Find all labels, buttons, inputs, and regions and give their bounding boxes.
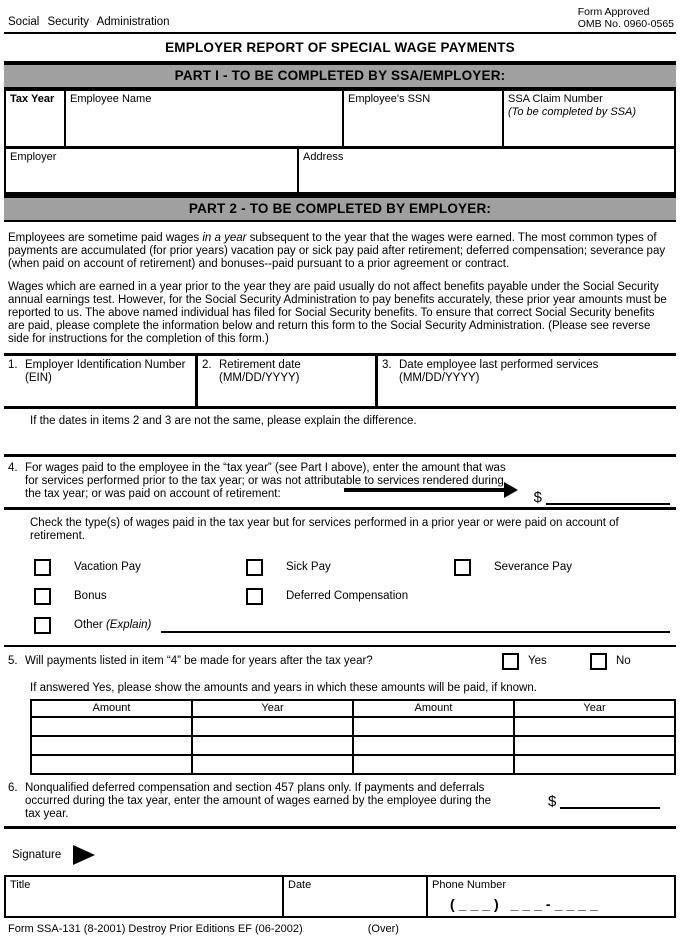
item1-number: 1. [8, 359, 18, 371]
part2-heading: PART 2 - TO BE COMPLETED BY EMPLOYER: [4, 194, 676, 222]
phone-input[interactable]: (___) ___-____ [450, 896, 602, 912]
amount-header-2: Amount [353, 700, 514, 717]
item3-number: 3. [382, 359, 392, 371]
other-explain-text: (Explain) [105, 619, 152, 631]
item3-sublabel: (MM/DD/YYYY) [399, 372, 480, 384]
item4-amount-group [534, 490, 670, 505]
omb-number: OMB No. 0960-0565 [577, 18, 674, 30]
item3-label: Date employee last performed services [399, 359, 599, 371]
form-title: EMPLOYER REPORT OF SPECIAL WAGE PAYMENTS [165, 40, 515, 55]
bottom-fields [4, 875, 676, 918]
employee-ssn-field[interactable] [342, 91, 502, 146]
retirement-date-field[interactable] [195, 356, 375, 406]
phone-field[interactable] [426, 877, 674, 916]
item1-label: Employer Identification Number [25, 359, 186, 371]
if-yes-note: If answered Yes, please show the amounts and years in which these amounts will be paid, if known. [30, 682, 537, 694]
other-label-text: Other [74, 619, 106, 631]
table-row [31, 736, 675, 755]
sick-pay-label: Sick Pay [286, 561, 331, 573]
phone-label: Phone Number [432, 879, 506, 891]
form-approved-block [578, 6, 674, 30]
agency-name: Social Security Administration [8, 16, 170, 28]
over-text: (Over) [367, 923, 399, 935]
item2-label: Retirement date [219, 359, 301, 371]
severance-pay-label: Severance Pay [494, 561, 572, 573]
bonus-label: Bonus [74, 590, 107, 602]
item6-dollar-sign: $ [548, 793, 557, 810]
amount-arrow-icon [344, 482, 518, 498]
tax-year-field[interactable] [6, 91, 64, 146]
checkbox-row-1 [34, 553, 672, 582]
ssa-claim-number-field[interactable] [502, 91, 674, 146]
payment-amount-cell[interactable] [353, 755, 514, 774]
signature-label: Signature [12, 848, 62, 861]
ssa-claim-note: (To be completed by SSA) [508, 106, 636, 118]
payment-year-cell[interactable] [514, 717, 675, 736]
intro1-italic: in a year [202, 232, 247, 244]
top-header [4, 6, 676, 30]
item4-dollar-sign: $ [533, 489, 542, 506]
payment-amount-cell[interactable] [31, 717, 192, 736]
form-footer [8, 923, 676, 936]
tax-year-label: Tax Year [10, 93, 55, 105]
item5-number: 5. [8, 655, 18, 667]
item6-amount-group [548, 794, 660, 809]
wage-types-instruction: Check the type(s) of wages paid in the tax year but for services performed in a prior year or were paid on account of retirement. [30, 517, 619, 542]
deferred-compensation-label: Deferred Compensation [286, 590, 409, 602]
address-label: Address [303, 151, 344, 163]
item6-text: Nonqualified deferred compensation and section 457 plans only. If payments and deferrals occurred during the tax year, enter the amount of wages earned by the employee during the tax year. [25, 782, 492, 820]
vacation-pay-label: Vacation Pay [74, 561, 141, 573]
title-field[interactable] [6, 877, 282, 916]
item4-number: 4. [8, 462, 18, 474]
item6-block [8, 782, 672, 826]
dates-difference-note: If the dates in items 2 and 3 are not the same, please explain the difference. [30, 415, 417, 427]
yes-option [502, 653, 547, 670]
payment-amount-cell[interactable] [353, 736, 514, 755]
last-services-date-field[interactable] [375, 356, 676, 406]
checkbox-row-2 [34, 582, 672, 611]
employer-label: Employer [10, 151, 57, 163]
part1-row2 [4, 146, 676, 194]
payment-year-cell[interactable] [192, 755, 353, 774]
item6-number: 6. [8, 782, 18, 794]
future-payments-table [30, 699, 676, 775]
item4-block [8, 462, 672, 507]
yes-label: Yes [528, 655, 547, 667]
item5-block [8, 655, 672, 677]
employer-field[interactable] [6, 149, 297, 192]
date-field[interactable] [282, 877, 426, 916]
signature-arrow-icon [73, 845, 95, 865]
sick-pay-checkbox[interactable] [246, 559, 263, 576]
section-divider [4, 454, 676, 457]
table-row [31, 717, 675, 736]
amount-header-1: Amount [31, 700, 192, 717]
no-label: No [616, 655, 631, 667]
table-header-row [31, 700, 675, 717]
bonus-checkbox[interactable] [34, 588, 51, 605]
intro-paragraph-2: Wages which are earned in a year prior to the year they are paid usually do not affect benefits payable under the Social Security annual earnings test. However, for the Social Security Administration to pay benefits accurately, these prior year amounts must be reported to us. The above named individual has filed for Social Security benefits. To ensure that correct Social Security benefits are paid, please complete the information below and return this form to the Social Security Administration. (Please see reverse side for instructions for the completion of this form.) [8, 281, 667, 345]
year-header-1: Year [192, 700, 353, 717]
title-label: Title [10, 879, 31, 891]
payment-year-cell[interactable] [192, 736, 353, 755]
section-divider [4, 507, 676, 510]
wage-type-checkboxes [34, 553, 672, 640]
severance-pay-checkbox[interactable] [454, 559, 471, 576]
item4-amount-line[interactable] [546, 491, 670, 505]
checkbox-row-3 [34, 611, 672, 640]
ein-field[interactable] [4, 356, 195, 406]
intro1-post: subsequent to the year that the wages were earned. The most common types of payments are accumulated (for prior years) vacation pay or sick pay paid after retirement; deferred compensation; severance pay (when paid on account of retirement) and bonuses--paid pursuant to a prior agreement or contract. [8, 232, 666, 270]
section-divider [4, 645, 676, 647]
address-field[interactable] [297, 149, 674, 192]
employee-name-label: Employee Name [70, 93, 152, 105]
intro-paragraph-1 [8, 232, 672, 271]
other-explain-line[interactable] [161, 619, 670, 633]
signature-row [12, 843, 672, 867]
yes-checkbox[interactable] [502, 653, 519, 670]
other-label [74, 619, 151, 632]
date-label: Date [288, 879, 312, 891]
arrow-shaft [344, 488, 504, 492]
table-row [31, 755, 675, 774]
item2-sublabel: (MM/DD/YYYY) [219, 372, 300, 384]
arrow-head [504, 482, 518, 498]
year-header-2: Year [514, 700, 675, 717]
vacation-pay-checkbox[interactable] [34, 559, 51, 576]
no-option [590, 653, 631, 670]
item6-amount-line[interactable] [560, 795, 660, 809]
item5-question: Will payments listed in item “4” be made for years after the tax year? [25, 655, 373, 667]
employee-name-field[interactable] [64, 91, 342, 146]
form-id-text: Form SSA-131 (8-2001) Destroy Prior Editions EF (06-2002) [8, 923, 303, 935]
payment-amount-cell[interactable] [353, 717, 514, 736]
header-divider [4, 32, 676, 34]
payment-year-cell[interactable] [192, 717, 353, 736]
item1-sublabel: (EIN) [25, 372, 52, 384]
deferred-compensation-checkbox[interactable] [246, 588, 263, 605]
form-approved-line: Form Approved [577, 6, 650, 18]
payment-year-cell[interactable] [514, 755, 675, 774]
part1-heading: PART I - TO BE COMPLETED BY SSA/EMPLOYER: [4, 61, 676, 89]
ssa-claim-number-label: SSA Claim Number [508, 93, 603, 105]
employee-ssn-label: Employee's SSN [348, 93, 431, 105]
other-checkbox[interactable] [34, 617, 51, 634]
item4-text: For wages paid to the employee in the “tax year” (see Part I above), enter the amount that was for services performed prior to the tax year; or was not attributable to services rendered during the tax year; or was paid on account of retirement: [25, 462, 506, 500]
item2-number: 2. [202, 359, 212, 371]
payment-amount-cell[interactable] [31, 755, 192, 774]
intro1-pre: Employees are sometime paid wages [8, 232, 203, 244]
part1-row1 [4, 89, 676, 146]
payment-year-cell[interactable] [514, 736, 675, 755]
section-divider [4, 826, 676, 829]
payment-amount-cell[interactable] [31, 736, 192, 755]
items-1-3-row [4, 353, 676, 409]
no-checkbox[interactable] [590, 653, 607, 670]
